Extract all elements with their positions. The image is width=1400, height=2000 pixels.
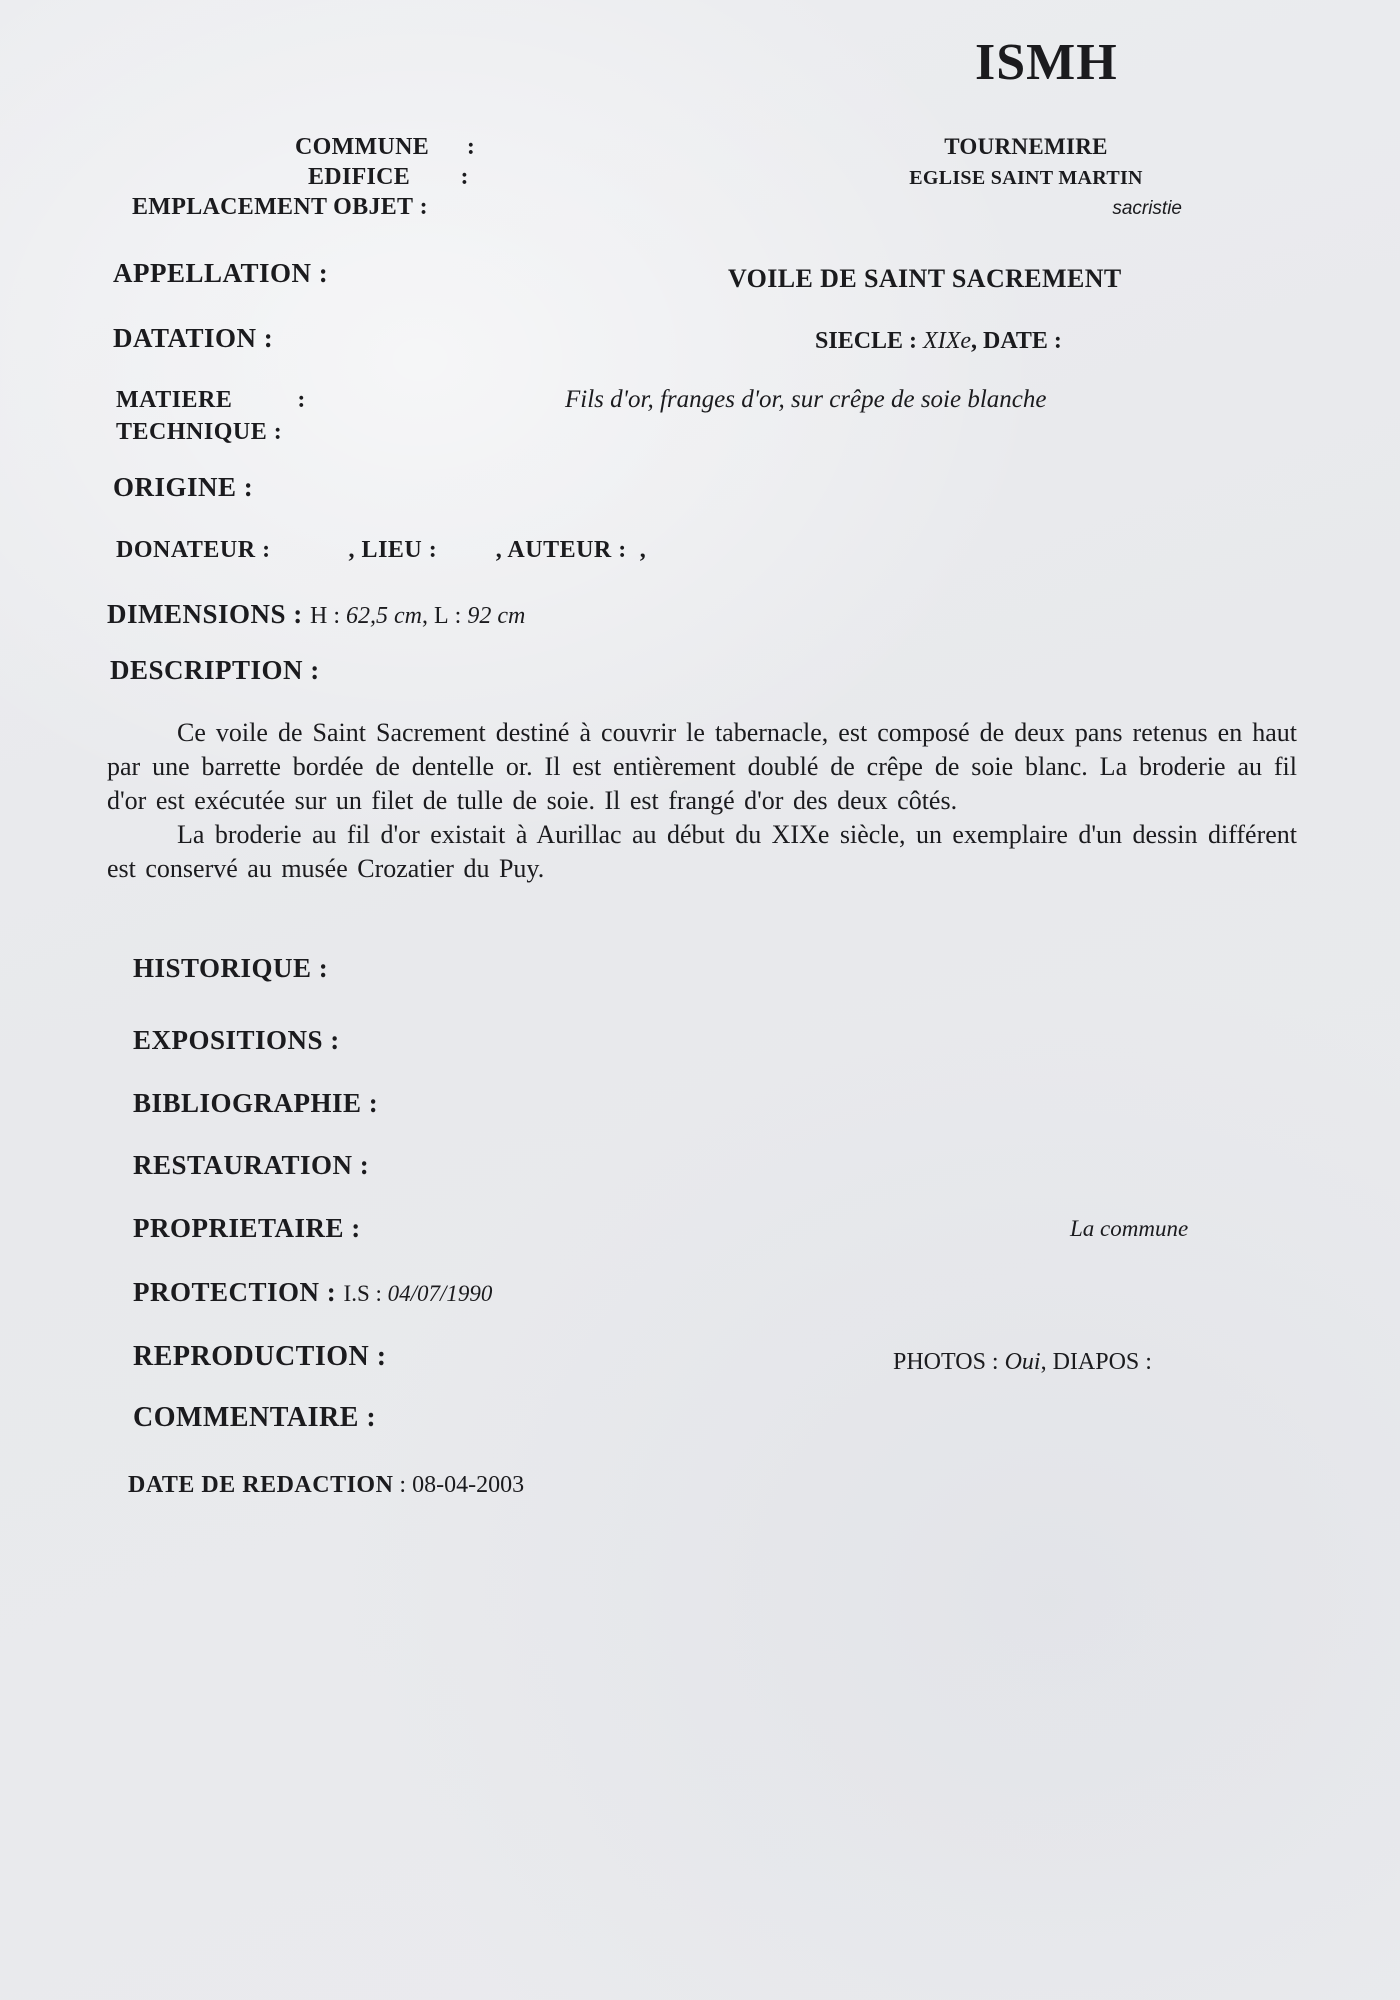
ismh-logo: ISMH [975,34,1118,91]
dim-separator: , L : [422,603,468,629]
protection-code: I.S : [343,1281,388,1306]
reproduction-label: REPRODUCTION : [133,1341,387,1372]
siecle-value: XIXe [923,328,972,354]
siecle-label: SIECLE : [815,328,924,354]
photos-label: PHOTOS : [893,1349,1005,1375]
dim-h-value: 62,5 cm [346,603,423,629]
edifice-label: EDIFICE : [308,164,469,190]
restauration-label: RESTAURATION : [133,1150,370,1180]
dimensions-label: DIMENSIONS : [107,599,311,629]
dimensions-row [107,599,525,631]
commentaire-label: COMMENTAIRE : [133,1402,377,1433]
datation-label: DATATION : [113,323,274,353]
emplacement-objet-label: EMPLACEMENT OBJET : [132,194,428,220]
expositions-label: EXPOSITIONS : [133,1025,340,1055]
bibliographie-label: BIBLIOGRAPHIE : [133,1088,379,1118]
commune-label: COMMUNE : [295,134,476,160]
photos-diapos-row [893,1349,1152,1377]
description-paragraph-1: Ce voile de Saint Sacrement destiné à couvrir le tabernacle, est composé de deux pans retenus en haut par une barrette bordée de dentelle or. Il est entièrement doublé de crêpe de soie blanc. La broderie au fil d'or est exécutée sur un filet de tulle de soie. Il est frangé d'or des deux côtés. [107,718,1297,815]
matiere-label: MATIERE : [116,387,306,413]
protection-row [133,1277,492,1308]
photos-value: Oui [1004,1349,1041,1375]
description-label: DESCRIPTION : [110,655,320,685]
description-text [107,716,1297,886]
protection-label: PROTECTION : [133,1277,344,1307]
redaction-row [128,1472,524,1500]
proprietaire-value: La commune [1070,1216,1189,1241]
origine-label: ORIGINE : [113,472,254,502]
description-paragraph-2: La broderie au fil d'or existait à Aurillac au début du XIXe siècle, un exemplaire d'un dessin différent est conservé au musée Crozatier du Puy. [107,820,1297,883]
dim-h-label: H : [310,603,347,629]
commune-value: TOURNEMIRE [944,134,1108,159]
appellation-label: APPELLATION : [113,258,329,288]
diapos-label: , DIAPOS : [1040,1349,1152,1375]
siecle-date-row [815,328,1062,356]
edifice-value: EGLISE SAINT MARTIN [909,167,1143,189]
emplacement-value: sacristie [1112,198,1182,219]
appellation-value: VOILE DE SAINT SACREMENT [728,264,1122,293]
donateur-lieu-auteur-row: DONATEUR : , LIEU : , AUTEUR : , [116,537,647,563]
protection-date: 04/07/1990 [387,1281,493,1306]
matiere-value: Fils d'or, franges d'or, sur crêpe de soie blanche [565,386,1047,413]
header-right-block [870,134,1182,220]
redaction-value: : 08-04-2003 [393,1472,525,1498]
redaction-label: DATE DE REDACTION [128,1472,394,1498]
technique-label: TECHNIQUE : [116,419,283,445]
historique-label: HISTORIQUE : [133,953,329,983]
date-label: , DATE : [971,328,1062,354]
dim-l-value: 92 cm [467,603,526,629]
proprietaire-label: PROPRIETAIRE : [133,1213,361,1243]
